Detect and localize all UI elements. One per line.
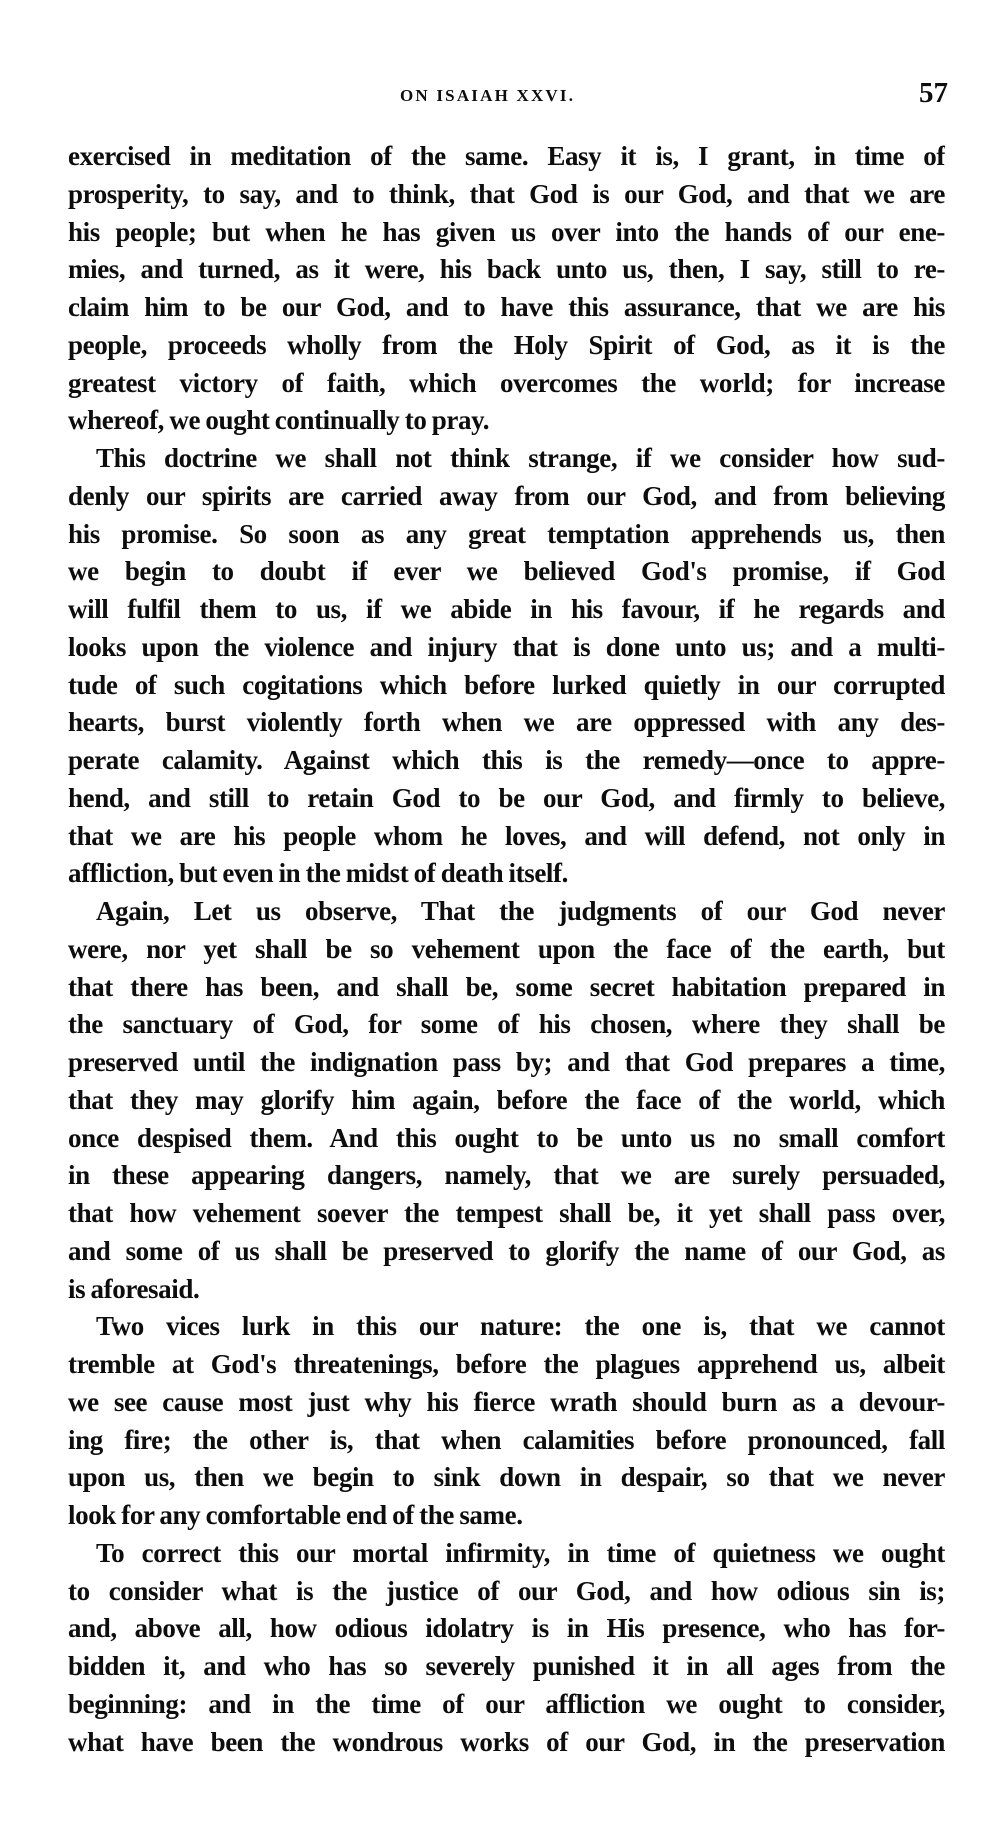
text-line: people, proceeds wholly from the Holy Spirit of God, as it is the bbox=[68, 329, 945, 360]
text-line: greatest victory of faith, which overcomes the world; for increase bbox=[68, 367, 945, 398]
text-line: looks upon the violence and injury that is done unto us; and a multi- bbox=[68, 631, 945, 662]
running-head bbox=[0, 77, 1000, 109]
text-line: tremble at God's threatenings, before the plagues apprehend us, albeit bbox=[68, 1349, 945, 1379]
text-line: ing fire; the other is, that when calamities before pronounced, fall bbox=[68, 1424, 945, 1455]
text-line: will fulfil them to us, if we abide in his favour, if he regards and bbox=[68, 594, 945, 624]
text-line: beginning: and in the time of our affliction we ought to consider, bbox=[68, 1688, 945, 1719]
page-number: 57 bbox=[919, 77, 948, 109]
text-line: hend, and still to retain God to be our God, and firmly to believe, bbox=[68, 782, 945, 813]
text-line: and some of us shall be preserved to glorify the name of our God, as bbox=[68, 1235, 945, 1266]
text-line: that how vehement soever the tempest shall be, it yet shall pass over, bbox=[68, 1198, 945, 1228]
text-line: that there has been, and shall be, some secret habitation prepared in bbox=[68, 971, 945, 1002]
text-line: preserved until the indignation pass by; and that God prepares a time, bbox=[68, 1047, 945, 1077]
text-line: his promise. So soon as any great temptation apprehends us, then bbox=[68, 518, 945, 549]
text-line: were, nor yet shall be so vehement upon the face of the earth, but bbox=[68, 933, 945, 964]
text-line: look for any comfortable end of the same. bbox=[68, 1500, 523, 1530]
text-line: claim him to be our God, and to have this assurance, that we are his bbox=[68, 292, 945, 322]
text-line: hearts, burst violently forth when we are oppressed with any des- bbox=[68, 707, 945, 738]
text-line: his people; but when he has given us over into the hands of our ene- bbox=[68, 216, 945, 247]
text-line: what have been the wondrous works of our God, in the preservation bbox=[68, 1726, 945, 1757]
text-line: upon us, then we begin to sink down in despair, so that we never bbox=[68, 1462, 945, 1493]
text-line: bidden it, and who has so severely punished it in all ages from the bbox=[68, 1651, 945, 1681]
paragraph-first-line: To correct this our mortal infirmity, in time of quietness we ought bbox=[96, 1537, 945, 1568]
text-line: that they may glorify him again, before the face of the world, which bbox=[68, 1084, 945, 1115]
text-line: perate calamity. Against which this is the remedy—once to appre- bbox=[68, 745, 945, 775]
text-line: and, above all, how odious idolatry is in His presence, who has for- bbox=[68, 1613, 945, 1644]
text-line: whereof, we ought continually to pray. bbox=[68, 405, 490, 436]
text-line: we see cause most just why his fierce wrath should burn as a devour- bbox=[68, 1386, 945, 1417]
text-line: once despised them. And this ought to be unto us no small comfort bbox=[68, 1122, 945, 1153]
text-line: we begin to doubt if ever we believed God's promise, if God bbox=[68, 556, 945, 587]
text-line: exercised in meditation of the same. Easy it is, I grant, in time of bbox=[68, 141, 945, 171]
paragraph-first-line: This doctrine we shall not think strange, if we consider how sud- bbox=[96, 443, 945, 473]
paragraph-first-line: Again, Let us observe, That the judgments of our God never bbox=[96, 896, 945, 926]
text-line: tude of such cogitations which before lurked quietly in our corrupted bbox=[68, 669, 945, 700]
text-line: to consider what is the justice of our God, and how odious sin is; bbox=[68, 1575, 945, 1606]
running-title: ON ISAIAH XXVI. bbox=[400, 86, 576, 105]
text-line: prosperity, to say, and to think, that God is our God, and that we are bbox=[68, 178, 945, 209]
text-line: that we are his people whom he loves, and will defend, not only in bbox=[68, 820, 945, 851]
text-line: mies, and turned, as it were, his back unto us, then, I say, still to re- bbox=[68, 254, 945, 285]
text-line: the sanctuary of God, for some of his chosen, where they shall be bbox=[68, 1009, 945, 1040]
paragraph-first-line: Two vices lurk in this our nature: the one is, that we cannot bbox=[96, 1311, 945, 1342]
text-line: in these appearing dangers, namely, that we are surely persuaded, bbox=[68, 1160, 945, 1191]
text-line: is aforesaid. bbox=[68, 1273, 200, 1304]
text-line: denly our spirits are carried away from our God, and from believing bbox=[68, 480, 945, 511]
text-line: affliction, but even in the midst of death itself. bbox=[68, 858, 568, 889]
body-text bbox=[68, 138, 945, 1761]
